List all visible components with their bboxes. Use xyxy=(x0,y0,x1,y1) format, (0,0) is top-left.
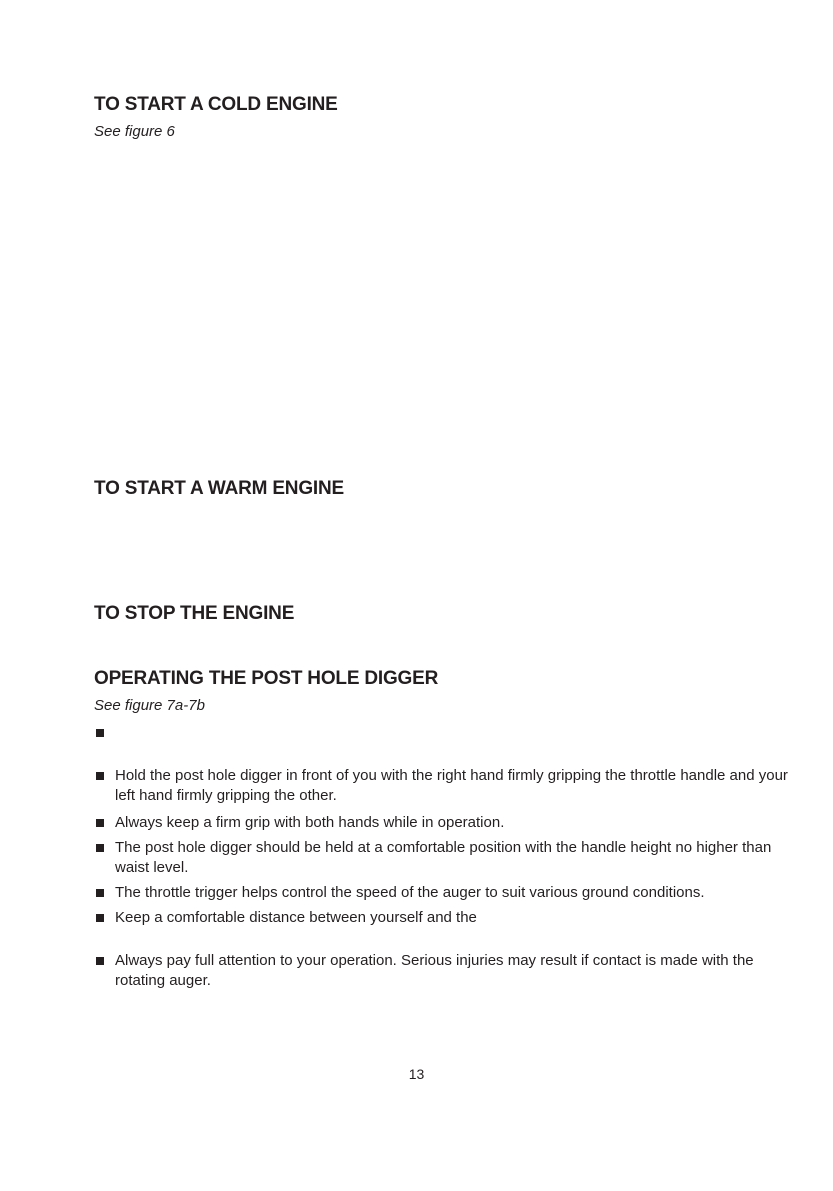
bullet-text: The throttle trigger helps control the speed of the auger to suit various ground conditions. xyxy=(115,884,705,901)
bullet-square-icon xyxy=(96,772,104,780)
bullet-square-icon xyxy=(96,914,104,922)
list-item xyxy=(94,883,794,903)
bullet-square-icon xyxy=(96,729,104,737)
bullet-square-icon xyxy=(96,889,104,897)
bullet-square-icon xyxy=(96,844,104,852)
bullet-text: Always keep a firm grip with both hands while in operation. xyxy=(115,814,505,831)
list-item xyxy=(94,766,794,806)
list-item xyxy=(94,908,794,928)
list-item xyxy=(94,813,794,833)
heading-operating: OPERATING THE POST HOLE DIGGER xyxy=(94,668,439,689)
page-number: 13 xyxy=(408,1066,425,1082)
bullet-text: Hold the post hole digger in front of you with the right hand firmly gripping the throttle handle and your left hand firmly gripping the other. xyxy=(115,767,788,804)
heading-stop-engine: TO STOP THE ENGINE xyxy=(94,603,295,624)
bullet-text: Always pay full attention to your operation. Serious injuries may result if contact is made with the rotating auger. xyxy=(115,952,754,989)
bullet-text: The post hole digger should be held at a comfortable position with the handle height no higher than waist level. xyxy=(115,839,772,876)
heading-warm-engine: TO START A WARM ENGINE xyxy=(94,478,344,499)
bullet-text: Keep a comfortable distance between yourself and the xyxy=(115,909,477,926)
heading-cold-engine: TO START A COLD ENGINE xyxy=(94,94,338,115)
list-item xyxy=(94,951,794,991)
bullet-square-icon xyxy=(96,957,104,965)
list-item xyxy=(94,838,794,878)
figure-ref-cold-engine: See figure 6 xyxy=(94,123,175,140)
figure-ref-operating: See figure 7a-7b xyxy=(94,697,205,714)
bullet-square-icon xyxy=(96,819,104,827)
